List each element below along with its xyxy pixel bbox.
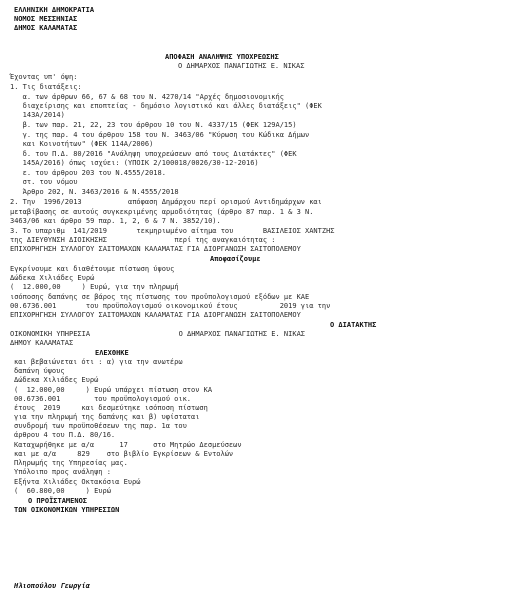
body-line: Ο ΔΙΑΤΑΚΤΗΣ (330, 321, 377, 329)
body-line: Δώδεκα Χιλιάδες Ευρώ (14, 376, 99, 384)
body-line: 1. Τις διατάξεις: (10, 83, 82, 91)
body-line: ε. του άρθρου 203 του Ν.4555/2018. (10, 169, 166, 177)
body-line: της ΔΙΕΥΘΥΝΣΗ ΔΙΟΙΚΗΣΗΣ περί της αναγκαιότητας : (10, 236, 276, 244)
body-line: ( 12.000,00 ) Ευρώ, για την πληρωμή (10, 283, 179, 291)
body-line: Δώδεκα Χιλιάδες Ευρώ (10, 274, 95, 282)
body-line: μεταβίβασης σε αυτούς συγκεκριμένης αρμοδιότητας (άρθρο 87 παρ. 1 & 3 Ν. (10, 208, 314, 216)
body-line: γ. της παρ. 4 του άρθρου 158 του Ν. 3463/06 "Κύρωση του Κώδικα Δήμων (10, 131, 310, 139)
body-line: 3. Το υπαριθμ 141/2019 τεκμηριωμένο αίτημα του ΒΑΣΙΛΕΙΟΣ ΧΑΝΤΖΗΣ (10, 227, 335, 235)
body-line: β. των παρ. 21, 22, 23 του άρθρου 10 του Ν. 4337/15 (ΦΕΚ 129Α/15) (10, 121, 297, 129)
body-line: διαχείρισης και εποπτείας - δημόσιο λογιστικό και άλλες διατάξεις" (ΦΕΚ (10, 102, 322, 110)
body-line: και με α/α 829 στο βιβλίο Εγκρίσεων & Εντολών (14, 450, 234, 458)
header-state: ΕΛΛΗΝΙΚΗ ΔΗΜΟΚΡΑΤΙΑ (14, 6, 95, 14)
body-line: για την πληρωμή της δαπάνης και β) υφίσταται (14, 413, 200, 421)
body-line: ΟΙΚΟΝΟΜΙΚΗ ΥΠΗΡΕΣΙΑ Ο ΔΗΜΑΡΧΟΣ ΠΑΝΑΓΙΩΤΗΣ Ε. ΝΙΚΑΣ (10, 330, 306, 338)
body-line: Εξήντα Χιλιάδες Οκτακόσια Ευρώ (14, 478, 141, 486)
header-prefecture: ΝΟΜΟΣ ΜΕΣΣΗΝΙΑΣ (14, 15, 78, 23)
body-line: δ. του Π.Δ. 80/2016 "Ανάληψη υποχρεώσεων από τους Διατάκτες" (ΦΕΚ (10, 150, 297, 158)
body-line: και βεβαιώνεται ότι : α) για την ανωτέρω (14, 358, 183, 366)
body-line: Πληρωμής της Υπηρεσίας μας. (14, 459, 128, 467)
body-line: ισόποσης δαπάνης σε βάρος της πίστωσης του προϋπολογισμού εξόδων με ΚΑΕ (10, 293, 310, 301)
body-line: στ. του νόμου (10, 178, 78, 186)
body-line: Ο ΠΡΟΪΣΤΑΜΕΝΟΣ (28, 497, 88, 505)
body-line: ( 60.800,00 ) Ευρώ (14, 487, 111, 495)
body-line: δαπάνη ύψους (14, 367, 65, 375)
body-line: ΕΠΙΧΟΡΗΓΗΣΗ ΣΥΛΛΟΓΟΥ ΣΑΙΤΟΜΑΧΩΝ ΚΑΛΑΜΑΤΑΣ ΓΙΑ ΔΙΟΡΓΑΝΩΣΗ ΣΑΙΤΟΠΟΛΕΜΟΥ (10, 245, 301, 253)
body-line: 2. Την 1996/2013 απόφαση Δημάρχου περί ορισμού Αντιδημάρχων και (10, 198, 322, 206)
body-line: Έχοντας υπ' όψη: (10, 73, 78, 81)
body-line: Υπόλοιπο προς ανάληψη : (14, 468, 111, 476)
signature-name: Ηλιοπούλου Γεωργία (14, 582, 90, 590)
header-municipality: ΔΗΜΟΣ ΚΑΛΑΜΑΤΑΣ (14, 24, 78, 32)
body-line: Αποφασίζουμε (210, 255, 261, 263)
body-line: 00.6736.001 του προϋπολογισμού οικ. (14, 395, 192, 403)
body-line: ΕΛΕΧΘΗΚΕ (95, 349, 129, 357)
body-line: ΤΩΝ ΟΙΚΟΝΟΜΙΚΩΝ ΥΠΗΡΕΣΙΩΝ (14, 506, 120, 514)
document-title: ΑΠΟΦΑΣΗ ΑΝΑΛΗΨΗΣ ΥΠΟΧΡΕΩΣΗΣ (165, 53, 279, 61)
body-line: 143Α/2014) (10, 111, 65, 119)
body-line: Εγκρίνουμε και διαθέτουμε πίστωση ύψους (10, 265, 175, 273)
body-line: ΕΠΙΧΟΡΗΓΗΣΗ ΣΥΛΛΟΓΟΥ ΣΑΙΤΟΜΑΧΩΝ ΚΑΛΑΜΑΤΑΣ ΓΙΑ ΔΙΟΡΓΑΝΩΣΗ ΣΑΙΤΟΠΟΛΕΜΟΥ (10, 311, 301, 319)
issuer-line: Ο ΔΗΜΑΡΧΟΣ ΠΑΝΑΓΙΩΤΗΣ Ε. ΝΙΚΑΣ (178, 62, 305, 70)
body-line: συνδρομή των προϋποθέσεων της παρ. 1α του (14, 422, 187, 430)
body-line: ΔΗΜΟΥ ΚΑΛΑΜΑΤΑΣ (10, 339, 74, 347)
body-line: 3463/06 και άρθρο 59 παρ. 1, 2, 6 & 7 Ν. 3852/10). (10, 217, 221, 225)
body-line: 00.6736.001 του προϋπολογισμού οικονομικού έτους 2019 για την (10, 302, 331, 310)
body-line: 145Α/2016) όπως ισχύει: (ΥΠΟΙΚ 2/100018/0026/30-12-2016) (10, 159, 259, 167)
body-line: έτους 2019 και δεσμεύτηκε ισόποση πίστωση (14, 404, 208, 412)
body-line: Καταχωρήθηκε με α/α 17 στο Μητρώο Δεσμεύσεων (14, 441, 242, 449)
body-line: ( 12.000,00 ) Ευρώ υπάρχει πίστωση στον ΚΑ (14, 386, 213, 394)
body-line: α. των άρθρων 66, 67 & 68 του Ν. 4270/14 "Αρχές δημοσιονομικής (10, 93, 284, 101)
body-line: και Κοινοτήτων" (ΦΕΚ 114Α/2006) (10, 140, 154, 148)
body-line: άρθρου 4 του Π.Δ. 80/16. (14, 431, 116, 439)
body-line: Άρθρο 202, Ν. 3463/2016 & Ν.4555/2018 (10, 188, 179, 196)
